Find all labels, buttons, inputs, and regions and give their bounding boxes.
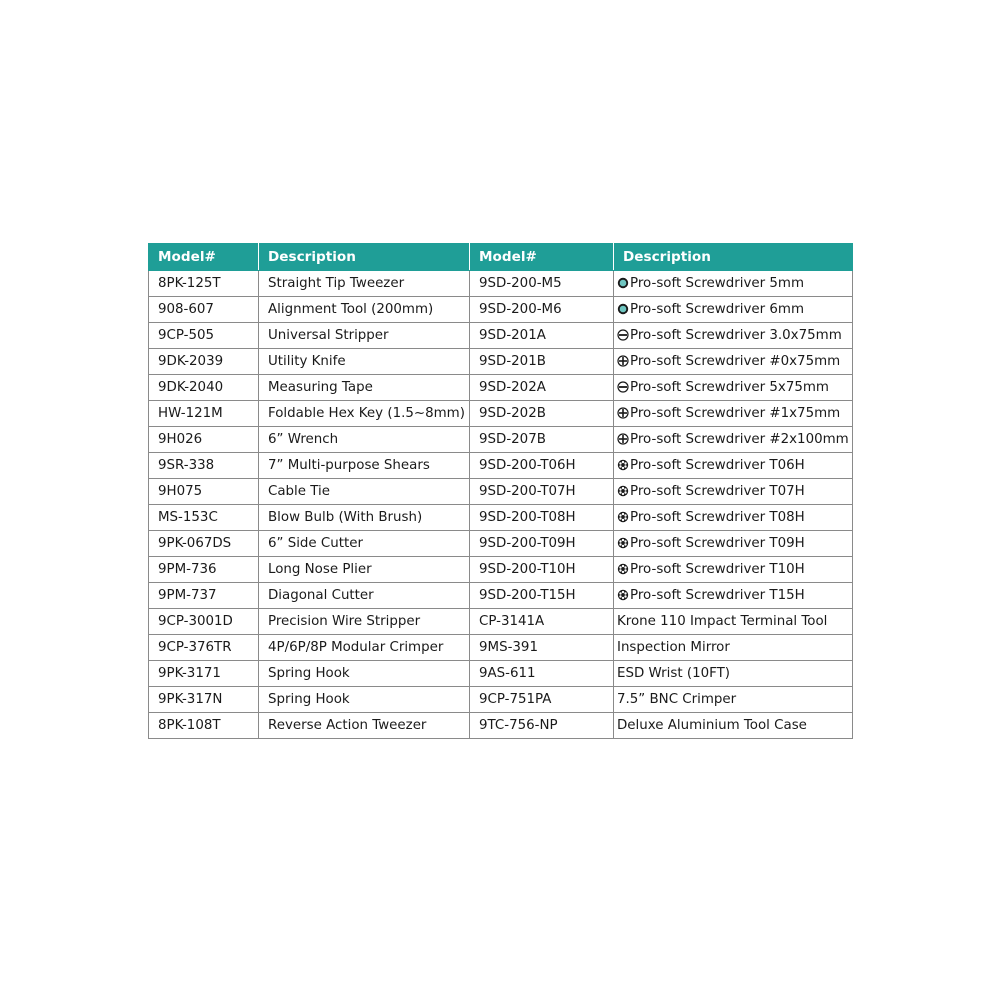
description-cell (259, 505, 470, 531)
description-text: 6” Side Cutter (268, 536, 364, 551)
description-cell (259, 401, 470, 427)
torx-icon (617, 589, 629, 601)
description-cell (259, 713, 470, 739)
model-number: 9DK-2039 (158, 354, 224, 369)
description-text: Diagonal Cutter (268, 588, 374, 603)
model-cell (149, 505, 259, 531)
model-cell (149, 531, 259, 557)
description-text: Spring Hook (268, 666, 350, 681)
table-header-row (149, 244, 853, 271)
hex-socket-icon (617, 277, 629, 289)
model-cell (149, 609, 259, 635)
description-text: Utility Knife (268, 354, 346, 369)
table-row (149, 635, 853, 661)
model-cell (470, 713, 614, 739)
description-cell (614, 505, 853, 531)
description-text: Pro-soft Screwdriver #1x75mm (630, 406, 841, 421)
table-row (149, 271, 853, 297)
description-text: Pro-soft Screwdriver T10H (630, 562, 805, 577)
table-row (149, 583, 853, 609)
description-text: Measuring Tape (268, 380, 373, 395)
model-cell (149, 687, 259, 713)
model-cell (470, 427, 614, 453)
model-number: 9CP-376TR (158, 640, 232, 655)
description-cell (259, 453, 470, 479)
table-row (149, 661, 853, 687)
description-text: Pro-soft Screwdriver T09H (630, 536, 805, 551)
header-description-2: Description (614, 244, 853, 271)
description-cell (614, 375, 853, 401)
model-number: 8PK-125T (158, 276, 221, 291)
description-text: ESD Wrist (10FT) (617, 666, 731, 681)
model-number: 9PK-317N (158, 692, 223, 707)
model-number: 9CP-505 (158, 328, 215, 343)
description-cell (259, 349, 470, 375)
header-model-1: Model# (149, 244, 259, 271)
model-number: 9SD-202A (479, 380, 546, 395)
description-cell (259, 661, 470, 687)
table-row (149, 531, 853, 557)
description-cell (259, 557, 470, 583)
table-row (149, 557, 853, 583)
description-text: 7” Multi-purpose Shears (268, 458, 430, 473)
model-cell (149, 557, 259, 583)
model-number: 9SD-207B (479, 432, 546, 447)
description-cell (259, 271, 470, 297)
model-number: 9TC-756-NP (479, 718, 558, 733)
model-cell (149, 661, 259, 687)
model-number: 9AS-611 (479, 666, 536, 681)
model-number: 9H075 (158, 484, 203, 499)
description-text: Blow Bulb (With Brush) (268, 510, 423, 525)
model-number: 908-607 (158, 302, 214, 317)
phillips-icon (617, 433, 629, 445)
description-cell (614, 427, 853, 453)
description-cell (614, 557, 853, 583)
phillips-icon (617, 355, 629, 367)
description-text: Precision Wire Stripper (268, 614, 421, 629)
description-text: 6” Wrench (268, 432, 339, 447)
description-text: Pro-soft Screwdriver T15H (630, 588, 805, 603)
description-cell (614, 609, 853, 635)
model-cell (149, 297, 259, 323)
description-text: Straight Tip Tweezer (268, 276, 405, 291)
description-cell (614, 349, 853, 375)
slotted-icon (617, 329, 629, 341)
model-number: 9SD-200-T10H (479, 562, 576, 577)
model-number: 9PK-3171 (158, 666, 221, 681)
model-cell (149, 713, 259, 739)
model-number: 9SD-200-M5 (479, 276, 562, 291)
description-text: Pro-soft Screwdriver 5mm (630, 276, 804, 291)
model-cell (149, 453, 259, 479)
description-text: Inspection Mirror (617, 640, 730, 655)
hex-socket-icon (617, 303, 629, 315)
phillips-icon (617, 407, 629, 419)
table-row (149, 453, 853, 479)
description-cell (614, 687, 853, 713)
model-cell (149, 427, 259, 453)
table-row (149, 687, 853, 713)
description-text: Pro-soft Screwdriver T08H (630, 510, 805, 525)
description-cell (614, 453, 853, 479)
table-row (149, 505, 853, 531)
model-number: 9PM-736 (158, 562, 217, 577)
model-number: 9MS-391 (479, 640, 538, 655)
model-cell (470, 557, 614, 583)
torx-icon (617, 537, 629, 549)
description-text: Pro-soft Screwdriver 5x75mm (630, 380, 829, 395)
description-cell (259, 297, 470, 323)
description-cell (614, 479, 853, 505)
slotted-icon (617, 381, 629, 393)
table-row (149, 713, 853, 739)
description-text: 7.5” BNC Crimper (617, 692, 737, 707)
model-cell (470, 349, 614, 375)
description-text: Deluxe Aluminium Tool Case (617, 718, 807, 733)
description-text: Pro-soft Screwdriver #0x75mm (630, 354, 841, 369)
model-cell (470, 583, 614, 609)
model-cell (149, 323, 259, 349)
description-cell (614, 323, 853, 349)
table-row (149, 427, 853, 453)
model-cell (470, 687, 614, 713)
model-cell (149, 479, 259, 505)
description-text: Pro-soft Screwdriver #2x100mm (630, 432, 849, 447)
description-text: Spring Hook (268, 692, 350, 707)
model-number: 9H026 (158, 432, 203, 447)
description-cell (259, 531, 470, 557)
model-cell (470, 479, 614, 505)
torx-icon (617, 485, 629, 497)
model-number: HW-121M (158, 406, 223, 421)
table-row (149, 479, 853, 505)
model-number: 9PK-067DS (158, 536, 232, 551)
model-cell (470, 401, 614, 427)
description-text: Pro-soft Screwdriver T06H (630, 458, 805, 473)
description-cell (614, 297, 853, 323)
model-cell (149, 375, 259, 401)
table-row (149, 323, 853, 349)
model-cell (149, 583, 259, 609)
model-number: 9SD-200-T09H (479, 536, 576, 551)
model-number: 8PK-108T (158, 718, 221, 733)
description-text: Long Nose Plier (268, 562, 372, 577)
description-text: Cable Tie (268, 484, 330, 499)
description-cell (614, 401, 853, 427)
model-number: 9SD-202B (479, 406, 546, 421)
model-cell (470, 609, 614, 635)
header-description-1: Description (259, 244, 470, 271)
model-number: 9SD-200-T06H (479, 458, 576, 473)
description-cell (259, 583, 470, 609)
model-number: MS-153C (158, 510, 218, 525)
model-cell (149, 349, 259, 375)
model-cell (149, 635, 259, 661)
description-text: 4P/6P/8P Modular Crimper (268, 640, 444, 655)
description-text: Pro-soft Screwdriver 3.0x75mm (630, 328, 842, 343)
description-text: Pro-soft Screwdriver 6mm (630, 302, 804, 317)
parts-table (148, 243, 853, 739)
description-cell (259, 323, 470, 349)
description-text: Alignment Tool (200mm) (268, 302, 434, 317)
torx-icon (617, 511, 629, 523)
torx-icon (617, 563, 629, 575)
description-cell (259, 427, 470, 453)
model-number: 9SR-338 (158, 458, 215, 473)
table-row (149, 297, 853, 323)
model-number: 9SD-200-T15H (479, 588, 576, 603)
model-number: 9SD-200-T07H (479, 484, 576, 499)
model-cell (470, 297, 614, 323)
model-cell (470, 271, 614, 297)
description-cell (614, 531, 853, 557)
table-row (149, 401, 853, 427)
description-cell (614, 271, 853, 297)
table-row (149, 349, 853, 375)
model-cell (470, 531, 614, 557)
model-cell (470, 375, 614, 401)
model-number: 9CP-3001D (158, 614, 233, 629)
model-cell (470, 323, 614, 349)
description-cell (259, 635, 470, 661)
table-row (149, 609, 853, 635)
description-cell (614, 635, 853, 661)
description-text: Pro-soft Screwdriver T07H (630, 484, 805, 499)
model-number: 9SD-200-T08H (479, 510, 576, 525)
model-cell (470, 505, 614, 531)
description-cell (259, 375, 470, 401)
model-cell (149, 271, 259, 297)
description-cell (259, 479, 470, 505)
model-cell (149, 401, 259, 427)
model-cell (470, 453, 614, 479)
description-text: Krone 110 Impact Terminal Tool (617, 614, 828, 629)
description-cell (259, 609, 470, 635)
description-cell (614, 661, 853, 687)
model-number: 9SD-201B (479, 354, 546, 369)
model-number: CP-3141A (479, 614, 545, 629)
description-cell (614, 583, 853, 609)
description-cell (259, 687, 470, 713)
model-number: 9CP-751PA (479, 692, 552, 707)
model-number: 9SD-200-M6 (479, 302, 562, 317)
description-text: Universal Stripper (268, 328, 389, 343)
model-cell (470, 635, 614, 661)
table-row (149, 375, 853, 401)
model-number: 9SD-201A (479, 328, 546, 343)
model-number: 9PM-737 (158, 588, 217, 603)
description-text: Foldable Hex Key (1.5~8mm) (268, 406, 465, 421)
model-number: 9DK-2040 (158, 380, 224, 395)
header-model-2: Model# (470, 244, 614, 271)
torx-icon (617, 459, 629, 471)
model-cell (470, 661, 614, 687)
description-cell (614, 713, 853, 739)
description-text: Reverse Action Tweezer (268, 718, 427, 733)
